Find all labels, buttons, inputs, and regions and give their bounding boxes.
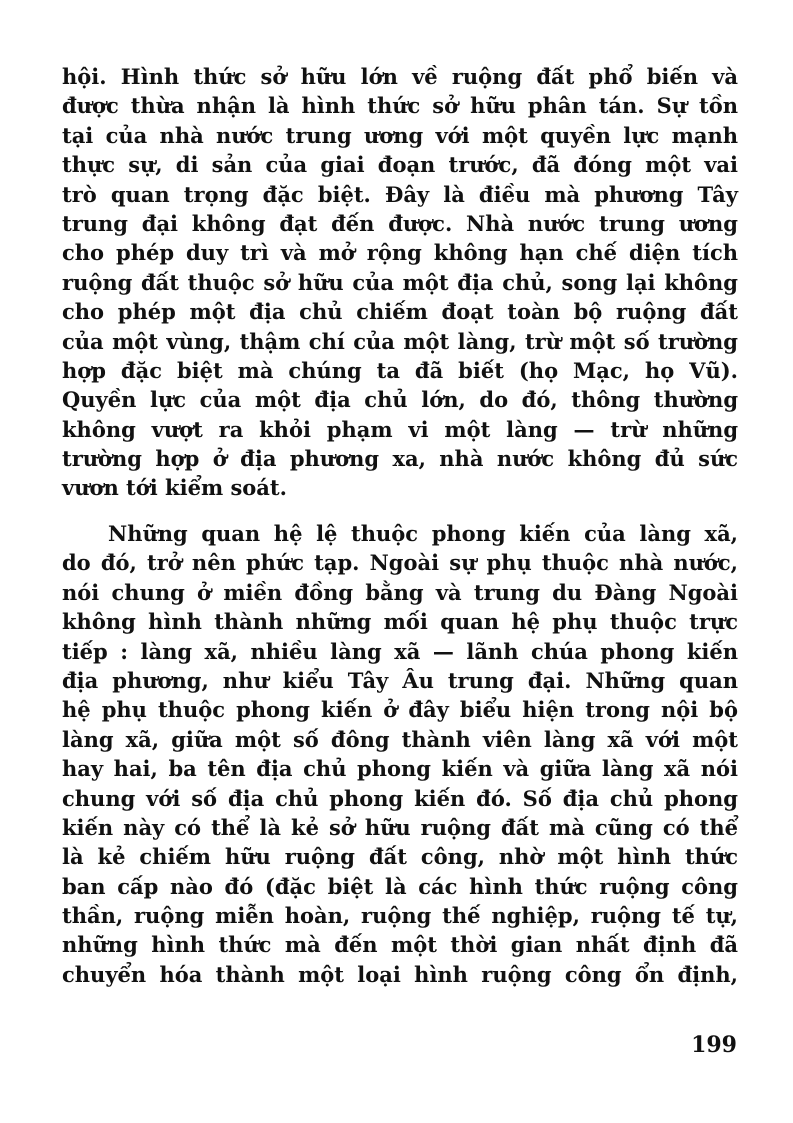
text-line: hệ phụ thuộc phong kiến ở đây biểu hiện trong nội bộ <box>62 697 738 723</box>
text-line: tại của nhà nước trung ương với một quyền lực mạnh <box>62 122 738 148</box>
text-line: nói chung ở miền đồng bằng và trung du Đàng Ngoài <box>62 579 738 605</box>
text-line: Những quan hệ lệ thuộc phong kiến của làng xã, <box>108 521 738 546</box>
paragraph-2 <box>62 519 738 989</box>
text-line: thực sự, di sản của giai đoạn trước, đã đóng một vai <box>62 152 738 178</box>
text-line: Quyền lực của một địa chủ lớn, do đó, thông thường <box>62 387 738 413</box>
text-line: thần, ruộng miễn hoàn, ruộng thế nghiệp, ruộng tế tự, <box>62 903 738 929</box>
text-line: là kẻ chiếm hữu ruộng đất công, nhờ một hình thức <box>62 844 738 870</box>
text-line: trường hợp ở địa phương xa, nhà nước không đủ sức <box>62 446 738 472</box>
text-line: ruộng đất thuộc sở hữu của một địa chủ, song lại không <box>62 269 738 295</box>
text-line: kiến này có thể là kẻ sở hữu ruộng đất mà cũng có thể <box>62 814 738 840</box>
text-line: tiếp : làng xã, nhiều làng xã — lãnh chúa phong kiến <box>62 638 738 664</box>
paragraph-1 <box>62 62 738 503</box>
text-line: những hình thức mà đến một thời gian nhất định đã <box>62 932 738 958</box>
text-line: trò quan trọng đặc biệt. Đây là điều mà phương Tây <box>62 181 738 207</box>
text-line: không vượt ra khỏi phạm vi một làng — trừ những <box>62 416 738 442</box>
text-line: cho phép một địa chủ chiếm đoạt toàn bộ ruộng đất <box>62 299 738 325</box>
text-line: hợp đặc biệt mà chúng ta đã biết (họ Mạc, họ Vũ). <box>62 357 738 383</box>
text-line: được thừa nhận là hình thức sở hữu phân tán. Sự tồn <box>62 93 738 119</box>
text-line: chung với số địa chủ phong kiến đó. Số địa chủ phong <box>62 785 738 811</box>
text-line: hay hai, ba tên địa chủ phong kiến và giữa làng xã nói <box>62 756 738 782</box>
text-line: ban cấp nào đó (đặc biệt là các hình thức ruộng công <box>62 873 738 899</box>
text-line: chuyển hóa thành một loại hình ruộng công ổn định, <box>62 961 738 987</box>
text-line: do đó, trở nên phức tạp. Ngoài sự phụ thuộc nhà nước, <box>62 550 738 576</box>
text-line: của một vùng, thậm chí của một làng, trừ một số trường <box>62 328 738 354</box>
text-line: làng xã, giữa một số đông thành viên làng xã với một <box>62 726 738 752</box>
text-line: hội. Hình thức sở hữu lớn về ruộng đất phổ biến và <box>62 64 738 89</box>
text-line: trung đại không đạt đến được. Nhà nước trung ương <box>62 210 738 236</box>
page-number: 199 <box>691 1032 737 1058</box>
text-line: vươn tới kiểm soát. <box>62 475 287 501</box>
text-line: địa phương, như kiểu Tây Âu trung đại. Những quan <box>62 667 738 693</box>
text-line: không hình thành những mối quan hệ phụ thuộc trực <box>62 609 738 635</box>
text-line: cho phép duy trì và mở rộng không hạn chế diện tích <box>62 240 738 266</box>
